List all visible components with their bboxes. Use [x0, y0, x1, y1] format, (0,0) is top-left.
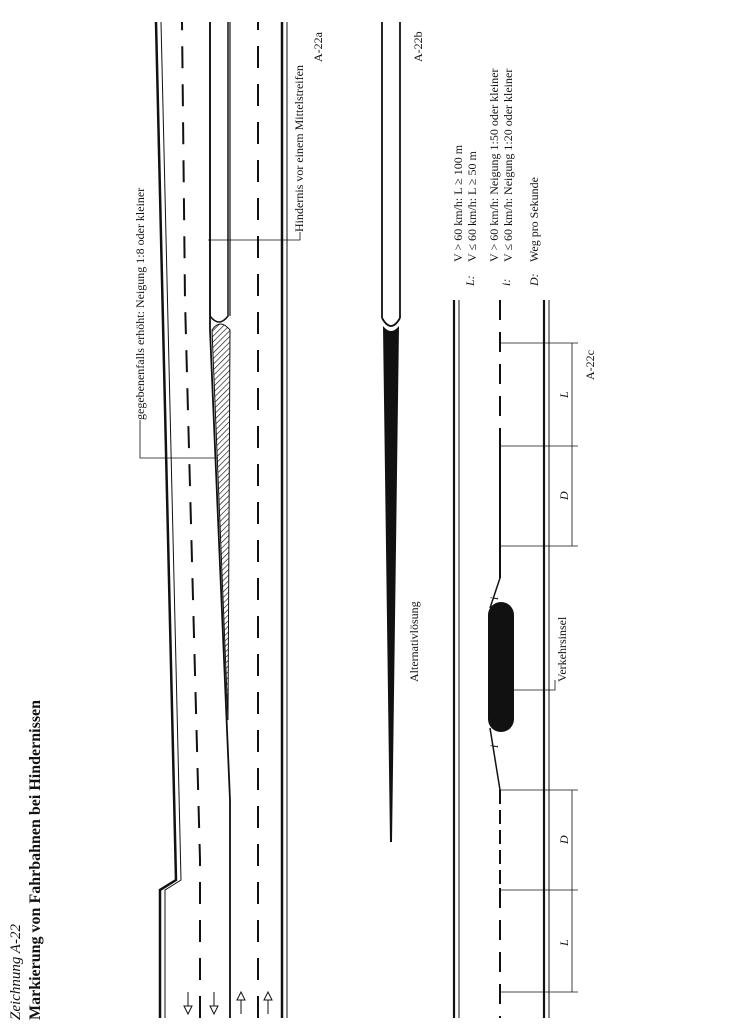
legend-key-L: L: — [463, 275, 477, 286]
slope-label-top: i — [487, 596, 501, 600]
drawing-subtitle: Zeichnung A-22 — [8, 924, 24, 1020]
arrow-down-icon — [184, 992, 192, 1014]
legend-key-i: i: — [499, 278, 513, 286]
legend-key-D: D: — [527, 273, 541, 286]
dim-D-top: D — [557, 491, 571, 500]
panel-id-a22a: A-22a — [311, 32, 325, 62]
legend — [451, 68, 541, 287]
panel-a22c — [454, 300, 597, 1018]
lane-dashed-1 — [182, 22, 200, 1018]
panel-id-a22b: A-22b — [411, 31, 425, 62]
note-obstacle: Hindernis vor einem Mittelstreifen — [292, 65, 306, 232]
dim-L-bottom: L — [557, 939, 571, 946]
arrow-down-icon — [210, 992, 218, 1014]
arrow-up-icon — [237, 992, 245, 1014]
legend-line: V > 60 km/h: L ≥ 100 m — [451, 144, 465, 262]
slope-label-bottom: i — [487, 744, 501, 748]
legend-line: V > 60 km/h: Neigung 1:50 oder kleiner — [487, 68, 501, 262]
note-alternative: Alternativlösung — [407, 601, 421, 682]
panel-a22b — [382, 22, 425, 842]
heading — [8, 700, 44, 1020]
arrow-up-icon — [264, 992, 272, 1014]
panel-a22a — [133, 22, 325, 1018]
island-label: Verkehrsinsel — [555, 616, 569, 682]
leader-raised — [140, 420, 218, 458]
note-raised: gegebenenfalls erhöht: Neigung 1:8 oder kleiner — [133, 187, 147, 420]
leader-obstacle — [208, 232, 300, 240]
c-taper-bottom — [490, 728, 500, 790]
dim-L-top: L — [557, 391, 571, 398]
median-obstacle — [210, 22, 228, 322]
panel-id-a22c: A-22c — [583, 350, 597, 380]
b-solid-wedge — [383, 326, 399, 842]
legend-line: Weg pro Sekunde — [527, 176, 541, 262]
b-island-end — [382, 318, 400, 326]
traffic-island — [488, 602, 514, 732]
road-edge-left-inner — [161, 22, 181, 1018]
dim-D-bottom: D — [557, 835, 571, 844]
legend-line: V ≤ 60 km/h: Neigung 1:20 oder kleiner — [501, 68, 515, 262]
drawing-title: Markierung von Fahrbahnen bei Hindernissen — [27, 699, 44, 1020]
hatched-wedge — [212, 324, 230, 720]
legend-line: V ≤ 60 km/h: L ≥ 50 m — [465, 151, 479, 262]
